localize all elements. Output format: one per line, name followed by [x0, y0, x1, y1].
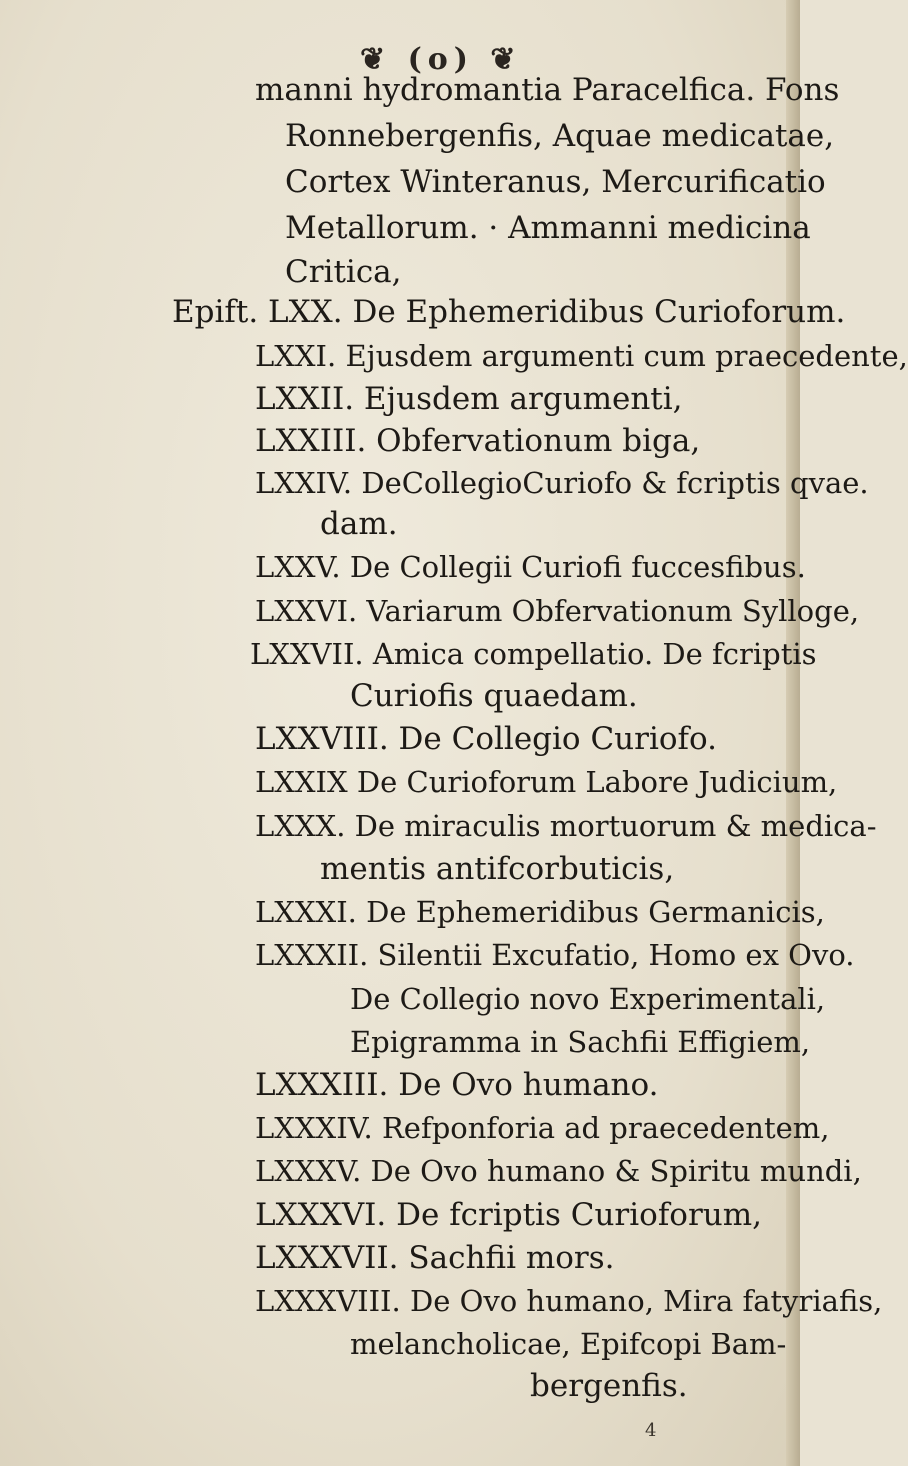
text-line: manni hydromantia Paracelfica. Fons	[255, 72, 840, 108]
toc-entry: LXXXII. Silentii Excufatio, Homo ex Ovo.	[255, 938, 855, 972]
text-line: Ronnebergenfis, Aquae medicatae,	[285, 118, 835, 154]
letter-heading: Epift. LXX. De Ephemeridibus Curioforum.	[172, 294, 846, 330]
text-line: Metallorum. · Ammanni medicina	[285, 210, 811, 246]
toc-entry-continuation: dam.	[320, 506, 398, 542]
toc-entry: LXXVI. Variarum Obfervationum Sylloge,	[255, 594, 860, 628]
toc-entry: LXXIV. DeCollegioCuriofo & fcriptis qvae.	[255, 466, 869, 500]
toc-entry: LXXII. Ejusdem argumenti,	[255, 381, 683, 417]
toc-entry: LXXXV. De Ovo humano & Spiritu mundi,	[255, 1154, 862, 1188]
toc-entry: LXXXIV. Refponforia ad praecedentem,	[255, 1111, 830, 1145]
toc-entry: LXXXVIII. De Ovo humano, Mira fatyriafis,	[255, 1284, 883, 1318]
toc-entry: LXXXVII. Sachfii mors.	[255, 1240, 615, 1276]
toc-entry-continuation: bergenfis.	[530, 1368, 688, 1404]
toc-entry: LXXIX De Curioforum Labore Judicium,	[255, 765, 838, 799]
toc-entry-continuation: De Collegio novo Experimentali,	[350, 982, 826, 1016]
text-line: Cortex Winteranus, Mercurificatio	[285, 164, 826, 200]
header-ornament: ❦ (o) ❦	[360, 42, 522, 77]
toc-entry: LXXVIII. De Collegio Curiofo.	[255, 721, 717, 757]
toc-entry: LXXIII. Obfervationum biga,	[255, 423, 701, 459]
toc-entry-continuation: mentis antifcorbuticis,	[320, 851, 675, 887]
toc-entry: LXXXVI. De fcriptis Curioforum,	[255, 1197, 762, 1233]
toc-entry: LXXV. De Collegii Curiofi fuccesfibus.	[255, 550, 806, 584]
toc-entry: LXXXI. De Ephemeridibus Germanicis,	[255, 895, 825, 929]
toc-entry-continuation: Curiofis quaedam.	[350, 678, 638, 714]
signature-mark: 4	[645, 1420, 657, 1441]
toc-entry: LXXVII. Amica compellatio. De fcriptis	[250, 637, 817, 671]
toc-entry: LXXXIII. De Ovo humano.	[255, 1067, 659, 1103]
toc-entry: LXXI. Ejusdem argumenti cum praecedente,	[255, 339, 908, 373]
toc-entry: LXXX. De miraculis mortuorum & medica-	[255, 809, 877, 843]
text-line: Critica,	[285, 254, 402, 290]
toc-entry-continuation: Epigramma in Sachfii Effigiem,	[350, 1025, 811, 1059]
toc-entry-continuation: melancholicae, Epifcopi Bam-	[350, 1327, 787, 1361]
